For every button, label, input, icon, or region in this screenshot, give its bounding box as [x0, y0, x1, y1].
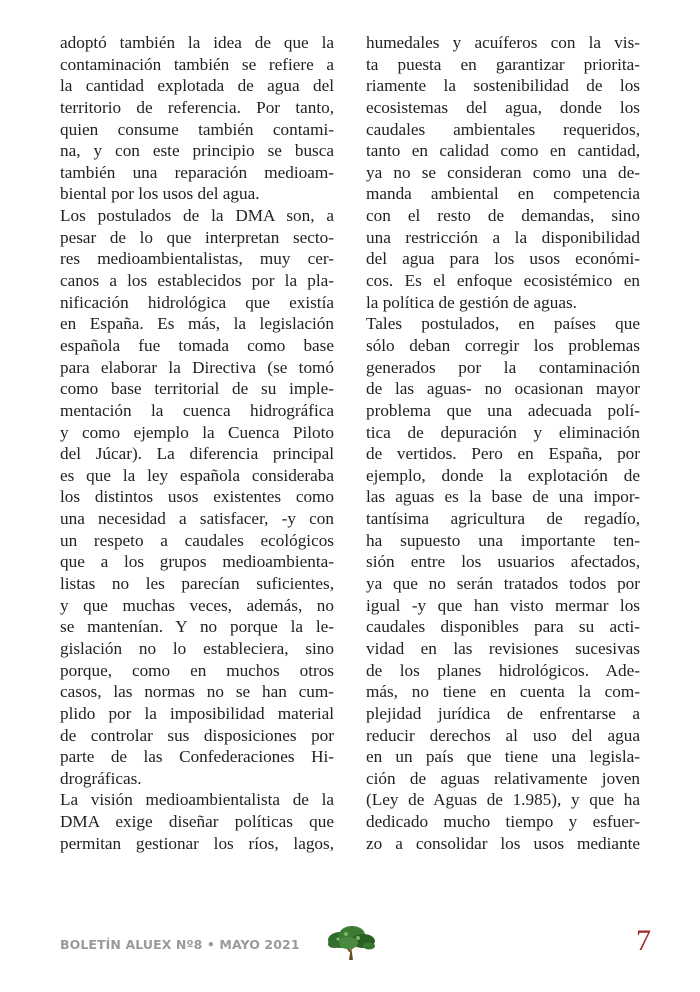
text-line: del agua para los usos económi- — [366, 249, 640, 269]
text-line: reducir derechos al uso del agua — [366, 725, 640, 745]
text-line: una necesidad a satisfacer, -y con — [60, 509, 334, 529]
text-line: manda ambiental en competencia — [366, 184, 640, 204]
text-line: ejemplo, donde la explotación de — [366, 465, 640, 485]
text-line: y como ejemplo la Cuenca Piloto — [60, 422, 334, 442]
text-line: del Júcar). La diferencia principal — [60, 444, 334, 464]
text-line: más, no tiene en cuenta la com- — [366, 682, 640, 702]
text-line: ha supuesto una importante ten- — [366, 530, 640, 550]
text-line: tantísima agricultura de regadío, — [366, 509, 640, 529]
text-line: territorio de referencia. Por tanto, — [60, 97, 334, 117]
text-line: de las aguas- no ocasionan mayor — [366, 379, 640, 399]
text-line: las aguas es la base de una impor- — [366, 487, 640, 507]
text-line: vidad en las revisiones sucesivas — [366, 638, 640, 658]
text-line: Los postulados de la DMA son, a — [60, 206, 334, 226]
text-line: parte de las Confederaciones Hi- — [60, 747, 334, 767]
text-line: la cantidad explotada de agua del — [60, 76, 334, 96]
text-line: nificación hidrológica que existía — [60, 292, 334, 312]
text-line: ya que no serán tratados todos por — [366, 574, 640, 594]
text-line: plido por la imposibilidad material — [60, 703, 334, 723]
text-line: se mantenían. Y no porque la le- — [60, 617, 334, 637]
text-line: gislación no lo estableciera, sino — [60, 638, 334, 658]
text-line: como base territorial de su imple- — [60, 379, 334, 399]
text-line: para elaborar la Directiva (se tomó — [60, 357, 334, 377]
text-line: igual -y que han visto mermar los — [366, 595, 640, 615]
text-line: riamente la sostenibilidad de los — [366, 76, 640, 96]
text-line: en España. Es más, la legislación — [60, 314, 334, 334]
text-line: tanto en calidad como en cantidad, — [366, 141, 640, 161]
text-line: porque, como en muchos otros — [60, 660, 334, 680]
text-line: problema que una adecuada polí- — [366, 400, 640, 420]
text-line: res medioambientalistas, muy cer- — [60, 249, 334, 269]
text-line: dedicado mucho tiempo y esfuer- — [366, 812, 640, 832]
text-line: ción de aguas relativamente joven — [366, 768, 640, 788]
page-number: 7 — [636, 924, 651, 957]
text-line: Tales postulados, en países que — [366, 314, 640, 334]
text-line: que a los grupos medioambienta- — [60, 552, 334, 572]
text-line: zo a consolidar los usos mediante — [366, 833, 640, 853]
text-line: de los planes hidrológicos. Ade- — [366, 660, 640, 680]
text-line: cos. Es el enfoque ecosistémico en — [366, 271, 640, 291]
text-line: drográficas. — [60, 768, 142, 788]
text-line: contaminación también se refiere a — [60, 54, 334, 74]
text-line: humedales y acuíferos con la vis- — [366, 33, 640, 52]
text-line: también una reparación medioam- — [60, 162, 334, 182]
publication-footer: BOLETÍN ALUEX Nº8 • MAYO 2021 — [60, 937, 300, 952]
text-line: española fue tomada como base — [60, 335, 334, 355]
text-line: y que muchas veces, además, no — [60, 595, 334, 615]
text-line: listas no les parecían suficientes, — [60, 574, 334, 594]
text-line: caudales disponibles para su acti- — [366, 617, 640, 637]
text-line: DMA exige diseñar políticas que — [60, 812, 334, 832]
text-line: una restricción a la disponibilidad — [366, 227, 640, 247]
text-line: un respeto a caudales ecológicos — [60, 530, 334, 550]
text-line: en un país que tiene una legisla- — [366, 747, 640, 767]
text-line: de vertidos. Pero en España, por — [366, 444, 640, 464]
text-line: los distintos usos existentes como — [60, 487, 334, 507]
text-line: mentación la cuenca hidrográfica — [60, 400, 334, 420]
text-line: con el resto de demandas, sino — [366, 206, 640, 226]
text-line: es que la ley española consideraba — [60, 465, 334, 485]
text-line: sión entre los usuarios afectados, — [366, 552, 640, 572]
text-line: na, y con este principio se busca — [60, 141, 334, 161]
text-line: caudales ambientales requeridos, — [366, 119, 640, 139]
text-line: casos, las normas no se han cum- — [60, 682, 334, 702]
text-line: sólo deban corregir los problemas — [366, 335, 640, 355]
text-line: adoptó también la idea de que la — [60, 33, 334, 52]
text-line: tica de depuración y eliminación — [366, 422, 640, 442]
left-column — [60, 32, 334, 854]
text-line: generados por la contaminación — [366, 357, 640, 377]
text-line: plejidad jurídica de enfrentarse a — [366, 703, 640, 723]
text-line: pesar de lo que interpretan secto- — [60, 227, 334, 247]
text-line: quien consume también contami- — [60, 119, 334, 139]
text-line: (Ley de Aguas de 1.985), y que ha — [366, 790, 640, 810]
text-line: biental por los usos del agua. — [60, 184, 260, 204]
text-line: ya no se consideran como una de- — [366, 162, 640, 182]
text-line: La visión medioambientalista de la — [60, 790, 334, 810]
text-line: ecosistemas del agua, donde los — [366, 97, 640, 117]
text-line: la política de gestión de aguas. — [366, 292, 577, 312]
text-line: permitan gestionar los ríos, lagos, — [60, 833, 334, 853]
right-column — [366, 32, 640, 854]
text-line: canos a los establecidos por la pla- — [60, 271, 334, 291]
text-line: de controlar sus disposiciones por — [60, 725, 334, 745]
text-line: ta puesta en garantizar priorita- — [366, 54, 640, 74]
tree-icon — [322, 922, 378, 962]
